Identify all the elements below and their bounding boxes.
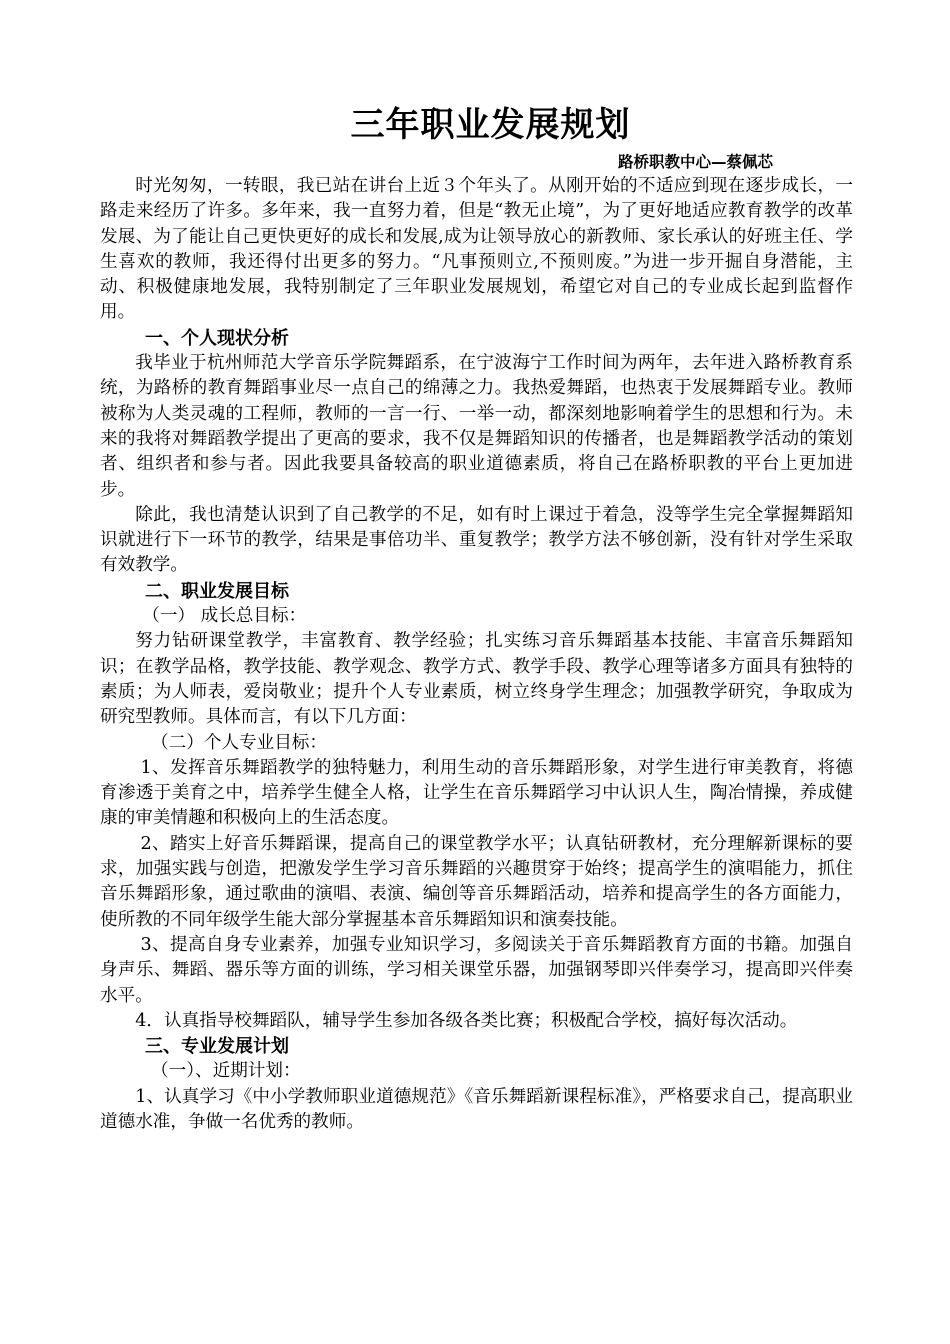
subheading-personal-goal: （二）个人专业目标：: [151, 732, 327, 753]
status-paragraph-2: 除此，我也清楚认识到了自己教学的不足，如有时上课过于着急，没等学生完全掌握舞蹈知识就进行下一环节的教学，结果是事倍功半、重复教学；教学方法不够创新，没有针对学生采取有效教学。: [100, 504, 853, 576]
goal-item-3: 3、提高自身专业素养，加强专业知识学习，多阅读关于音乐舞蹈教育方面的书籍。加强自身声乐、舞蹈、器乐等方面的训练，学习相关课堂乐器，加强钢琴即兴伴奏学习，提高即兴伴奏水平。: [100, 934, 853, 1006]
document-title: 三年职业发展规划: [350, 105, 631, 145]
subheading-overall-goal: （一） 成长总目标：: [142, 606, 307, 627]
subheading-near-term-plan: （一）、近期计划：: [151, 1061, 301, 1082]
section-heading-goals: 二、职业发展目标: [145, 580, 289, 602]
goal-item-2: 2、踏实上好音乐舞蹈课，提高自己的课堂教学水平；认真钻研教材，充分理解新课标的要求，加强实践与创造，把激发学生学习音乐舞蹈的兴趣贯穿于始终；提高学生的演唱能力，抓住音乐舞蹈形象，通过歌曲的演唱、表演、编创等音乐舞蹈活动，培养和提高学生的各方面能力，使所教的不同年级学生能大部分掌握基本音乐舞蹈知识和演奏技能。: [100, 833, 853, 930]
section-heading-plan: 三、专业发展计划: [145, 1036, 289, 1058]
plan-item-1: 1、认真学习《中小学教师职业道德规范》《音乐舞蹈新课程标准》，严格要求自己，提高职业道德水准，争做一名优秀的教师。: [100, 1086, 853, 1132]
status-paragraph-1: 我毕业于杭州师范大学音乐学院舞蹈系，在宁波海宁工作时间为两年，去年进入路桥教育系统，为路桥的教育舞蹈事业尽一点自己的绵薄之力。我热爱舞蹈，也热衷于发展舞蹈专业。教师被称为人类灵魂的工程师，教师的一言一行、一举一动，都深刻地影响着学生的思想和行为。未来的我将对舞蹈教学提出了更高的要求，我不仅是舞蹈知识的传播者，也是舞蹈教学活动的策划者、组织者和参与者。因此我要具备较高的职业道德素质，将自己在路桥职教的平台上更加进步。: [100, 353, 853, 500]
document-page: [100, 100, 853, 1135]
section-heading-status: 一、个人现状分析: [145, 327, 289, 349]
goal-item-4: 4．认真指导校舞蹈队，辅导学生参加各级各类比赛；积极配合学校，搞好每次活动。: [135, 1010, 798, 1031]
goal-item-1: 1、发挥音乐舞蹈教学的独特魅力，利用生动的音乐舞蹈形象，对学生进行审美教育，将德育渗透于美育之中，培养学生健全人格，让学生在音乐舞蹈学习中认识人生，陶冶情操，养成健康的审美情趣和积极向上的生活态度。: [100, 757, 853, 829]
overall-goal-paragraph: 努力钻研课堂教学，丰富教育、教学经验；扎实练习音乐舞蹈基本技能、丰富音乐舞蹈知识；在教学品格，教学技能、教学观念、教学方式、教学手段、教学心理等诸多方面具有独特的素质；为人师表，爱岗敬业；提升个人专业素质，树立终身学生理念；加强教学研究，争取成为研究型教师。具体而言，有以下几方面：: [100, 631, 853, 728]
intro-paragraph: 时光匆匆，一转眼，我已站在讲台上近３个年头了。从刚开始的不适应到现在逐步成长，一路走来经历了许多。多年来，我一直努力着，但是“教无止境”，为了更好地适应教育教学的改革发展、为了能让自己更快更好的成长和发展,成为让领导放心的新教师、家长承认的好班主任、学生喜欢的教师，我还得付出更多的努力。“凡事预则立,不预则废。”为进一步开掘自身潜能，主动、积极健康地发展，我特别制定了三年职业发展规划，希望它对自己的专业成长起到监督作用。: [100, 176, 853, 323]
author-byline: 路桥职教中心—蔡佩芯: [617, 153, 773, 171]
